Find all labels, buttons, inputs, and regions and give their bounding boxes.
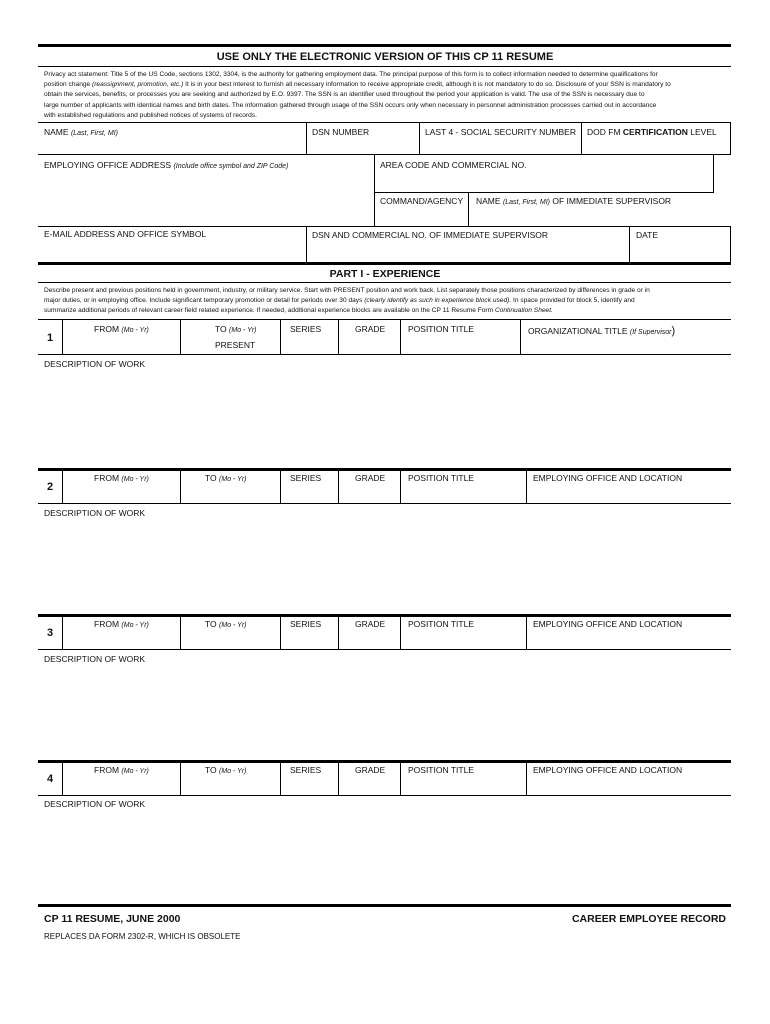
to-label: TO (Mo - Yr) <box>205 765 247 775</box>
present-label: PRESENT <box>215 340 256 350</box>
position-title-label: POSITION TITLE <box>408 473 474 483</box>
privacy-statement: Privacy act statement: Title 5 of the US Code, sections 1302, 3304, is the authority for gathering employment data. The principal purpose of this form is to collect information needed to determine qualifications for position change (reassignment, promotion, etc.) It is in your best interest to furnish all necessary information to receive appropriate credit, although it is not mandatory to do so. Disclosure of your SSN is mandatory to obtain the services, benefits, or processes you are seeking and authorized by E.O. 9397. The SSN is an identifier used throughout the period your application is valid. The use of the SSN is necessary due to large number of applicants with identical names and birth dates. The information gathered through usage of the SSN occurs only when necessary in personnel administration processes carried out in accordance with established regulations and published notices of systems of records. <box>44 71 671 119</box>
grade-label: GRADE <box>355 619 386 629</box>
block-number: 4 <box>47 773 54 785</box>
grade-label: GRADE <box>355 765 386 775</box>
employing-office-label: EMPLOYING OFFICE AND LOCATION <box>533 473 683 483</box>
replaces-note: REPLACES DA FORM 2302-R, WHICH IS OBSOLETE <box>44 932 241 941</box>
title-rule <box>38 66 731 67</box>
series-label: SERIES <box>290 619 322 629</box>
career-employee-record: CAREER EMPLOYEE RECORD <box>571 913 726 925</box>
top-rule <box>38 44 731 47</box>
to-label: TO (Mo - Yr) <box>205 619 247 629</box>
from-label: FROM (Mo - Yr) <box>94 765 149 775</box>
part1-title: PART I - EXPERIENCE <box>329 268 441 280</box>
part1-instructions: Describe present and previous positions held in government, industry, or military service. Start with PRESENT position and work back. List separately those positions characterized by differences in grade or in major duties, or in employing office. Include significant temporary promotion or detail for periods over 30 days (clearly identify as such in experience block used). In space provided for block 5, identify and summarize additional periods of relevant career field related experience. If needed, additional experience blocks are available on the CP 11 Resume Form Continuation Sheet. <box>44 287 650 315</box>
series-label: SERIES <box>290 324 322 334</box>
series-label: SERIES <box>290 765 322 775</box>
dsn-number-label: DSN NUMBER <box>312 127 370 137</box>
description-label: DESCRIPTION OF WORK <box>44 359 146 369</box>
employing-office-label: EMPLOYING OFFICE AND LOCATION <box>533 765 683 775</box>
block-number: 2 <box>47 481 54 493</box>
from-label: FROM (Mo - Yr) <box>94 473 149 483</box>
supervisor-dsn-label: DSN AND COMMERCIAL NO. OF IMMEDIATE SUPERVISOR <box>312 230 548 240</box>
position-title-label: POSITION TITLE <box>408 765 474 775</box>
supervisor-name-label: NAME (Last, First, MI) OF IMMEDIATE SUPERVISOR <box>476 196 672 206</box>
block-number: 1 <box>47 332 54 344</box>
position-title-label: POSITION TITLE <box>408 619 474 629</box>
from-label: FROM (Mo - Yr) <box>94 324 149 334</box>
dod-fm-level-label: DOD FM CERTIFICATION LEVEL <box>587 127 717 137</box>
to-label: TO (Mo - Yr) <box>205 473 247 483</box>
form-title: USE ONLY THE ELECTRONIC VERSION OF THIS CP 11 RESUME <box>216 51 554 63</box>
block-number: 3 <box>47 627 54 639</box>
ssn-label: LAST 4 - SOCIAL SECURITY NUMBER <box>425 127 576 137</box>
grade-label: GRADE <box>355 473 386 483</box>
series-label: SERIES <box>290 473 322 483</box>
description-label: DESCRIPTION OF WORK <box>44 799 146 809</box>
description-label: DESCRIPTION OF WORK <box>44 508 146 518</box>
org-title-label: ORGANIZATIONAL TITLE (If Supervisor) <box>528 325 676 337</box>
command-agency-label: COMMAND/AGENCY <box>380 196 464 206</box>
from-label: FROM (Mo - Yr) <box>94 619 149 629</box>
area-code-label: AREA CODE AND COMMERCIAL NO. <box>380 160 527 170</box>
to-label: TO (Mo - Yr) <box>215 324 257 334</box>
office-address-label: EMPLOYING OFFICE ADDRESS (Include office symbol and ZIP Code) <box>44 160 289 170</box>
name-label: NAME (Last, First, MI) <box>44 127 118 137</box>
employing-office-label: EMPLOYING OFFICE AND LOCATION <box>533 619 683 629</box>
description-label: DESCRIPTION OF WORK <box>44 654 146 664</box>
form-id: CP 11 RESUME, JUNE 2000 <box>44 913 181 925</box>
grade-label: GRADE <box>355 324 386 334</box>
email-label: E-MAIL ADDRESS AND OFFICE SYMBOL <box>44 229 207 239</box>
date-label: DATE <box>636 230 659 240</box>
position-title-label: POSITION TITLE <box>408 324 474 334</box>
